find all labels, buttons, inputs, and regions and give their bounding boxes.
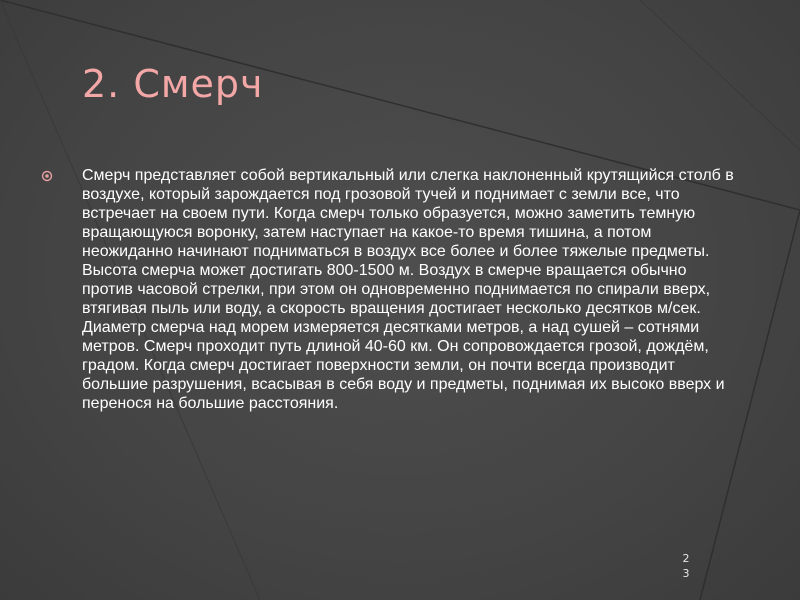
- page-number-digit: 2: [682, 552, 690, 565]
- page-number: [676, 551, 696, 581]
- body-paragraph: Смерч представляет собой вертикальный или слегка наклоненный крутящийся столб в воздухе, который зарождается под грозовой тучей и поднимает с земли все, что встречает на своем пути. Когда смерч только образуется, можно заметить темную вращающуюся воронку, затем наступает на какое-то время тишина, а потом неожиданно начинают подниматься в воздух все более и более тяжелые предметы. Высота смерча может достигать 800-1500 м. Воздух в смерче вращается обычно против часовой стрелки, при этом он одновременно поднимается по спирали вверх, втягивая пыль или воду, а скорость вращения достигает несколько десятков м/сек. Диаметр смерча над морем измеряется десятками метров, а над сушей – сотнями метров. Смерч проходит путь длиной 40-60 км. Он сопровождается грозой, дождём, градом. Когда смерч достигает поверхности земли, он почти всегда производит большие разрушения, всасывая в себя воду и предметы, поднимая их высоко вверх и перенося на большие расстояния.: [82, 167, 734, 412]
- slide-content: [40, 166, 740, 413]
- page-number-digit: 3: [682, 567, 690, 580]
- slide-title: 2. Смерч: [82, 62, 264, 106]
- bullet-ring-icon: [40, 169, 54, 183]
